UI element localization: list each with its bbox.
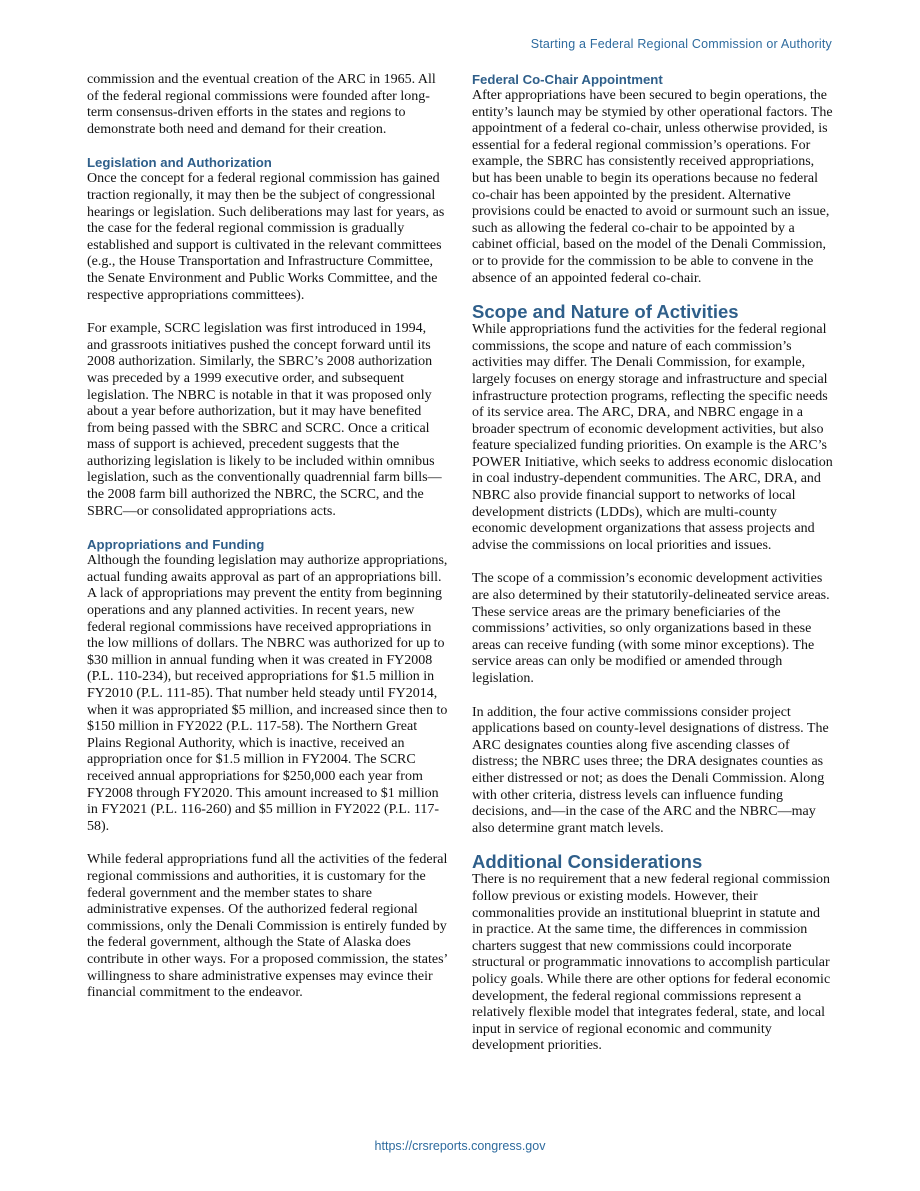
intro-paragraph: commission and the eventual creation of the ARC in 1965. All of the federal regional commissions were founded after long-term consensus-driven efforts in the states and regions to demonstrate both need and demand for their creation. bbox=[87, 72, 436, 137]
legislation-paragraph-2: For example, SCRC legislation was first introduced in 1994, and grassroots initiatives pushed the concept forward until its 2008 authorization. Similarly, the SBRC’s 2008 authorization was preceded by a 1999 executive order, and subsequent legislation. The NBRC is notable in that it was proposed only about a year before authorization, but it may have benefited from being passed with the SBRC and SCRC. Once a critical mass of support is achieved, precedent suggests that the authorizing legislation is likely to be included within omnibus legislation, such as the conventionally quadrennial farm bills—the 2008 farm bill authorized the NBRC, the SCRC, and the SBRC—or consolidated appropriations acts. bbox=[87, 321, 442, 519]
running-header: Starting a Federal Regional Commission or Authority bbox=[530, 37, 832, 51]
left-column bbox=[87, 72, 449, 1019]
footer-url[interactable]: https://crsreports.congress.gov bbox=[374, 1139, 546, 1153]
cochair-paragraph: After appropriations have been secured to begin operations, the entity’s launch may be stymied by other operational factors. The appointment of a federal co-chair, unless otherwise provided, is essential for a federal regional commission’s operations. For example, the SBRC has consistently received appropriations, but has been unable to begin its operations because no federal co-chair has been appointed by the president. Alternative provisions could be enacted to avoid or surmount such an issue, such as allowing the federal co-chair to be appointed by a cabinet official, based on the model of the Denali Commission, or to provide for the commission to be able to convene in the absence of an appointed federal co-chair. bbox=[472, 88, 833, 286]
scope-paragraph-2: The scope of a commission’s economic development activities are also determined by their statutorily-delineated service areas. These service areas are the primary beneficiaries of the commissions’ activities, so only organizations based in these areas can receive funding (with some minor exceptions). The service areas can only be modified or amended through legislation. bbox=[472, 571, 830, 686]
right-column bbox=[472, 72, 834, 1072]
scope-heading: Scope and Nature of Activities bbox=[472, 301, 739, 323]
appropriations-paragraph-2: While federal appropriations fund all the activities of the federal regional commissions and authorities, it is customary for the federal government and the member states to share administrative expenses. Of the authorized federal regional commissions, only the Denali Commission is entirely funded by the federal government, although the State of Alaska does contribute in other ways. For a proposed commission, the states’ willingness to share administrative expenses may evince their financial commitment to the endeavor. bbox=[87, 852, 448, 1001]
appropriations-heading: Appropriations and Funding bbox=[87, 537, 265, 553]
scope-paragraph-3: In addition, the four active commissions consider project applications based on county-level designations of distress. The ARC designates counties along five ascending classes of distress; the NBRC uses three; the DRA designates counties as either distressed or not; as does the Denali Commission. Along with other criteria, distress levels can influence funding decisions, and—in the case of the ARC and the NBRC—may also determine grant match levels. bbox=[472, 704, 829, 836]
cochair-heading: Federal Co-Chair Appointment bbox=[472, 72, 663, 87]
legislation-paragraph-1: Once the concept for a federal regional commission has gained traction regionally, it may then be the subject of congressional hearings or legislation. Such deliberations may last for years, as the case for the federal regional commission is gradually established and support is cultivated in the relevant committees (e.g., the House Transportation and Infrastructure Committee, the Senate Environment and Public Works Committee, and the respective appropriations committees). bbox=[87, 171, 445, 303]
additional-paragraph: There is no requirement that a new federal regional commission follow previous or existing models. However, their commonalities provide an institutional blueprint in statute and in practice. At the same time, the differences in commission charters suggest that new commissions could incorporate structural or programmatic innovations to accomplish particular policy goals. While there are other options for federal economic development, the federal regional commissions represent a relatively flexible model that integrates federal, state, and local input in service of regional economic and community development priorities. bbox=[472, 872, 831, 1054]
legislation-heading: Legislation and Authorization bbox=[87, 155, 272, 171]
appropriations-paragraph-1: Although the founding legislation may authorize appropriations, actual funding awaits approval as part of an appropriations bill. A lack of appropriations may prevent the entity from beginning operations and any planned activities. In recent years, new federal regional commissions have received appropriations in the low millions of dollars. The NBRC was authorized for up to $30 million in annual funding when it was created in FY2008 (P.L. 110-234), but received appropriations for $1.5 million in FY2010 (P.L. 111-85). That number held steady until FY2014, when it was appropriated $5 million, and increased since then to $150 million in FY2022 (P.L. 117-58). The Northern Great Plains Regional Authority, which is inactive, received an appropriation once for $1.5 million in FY2004. The SCRC received annual appropriations for $250,000 each year from FY2008 through FY2020. This amount increased to $1 million in FY2021 (P.L. 116-260) and $5 million in FY2022 (P.L. 117-58). bbox=[87, 553, 448, 834]
scope-paragraph-1: While appropriations fund the activities for the federal regional commissions, the scope and nature of each commission’s activities may differ. The Denali Commission, for example, largely focuses on energy storage and infrastructure and special infrastructure protection programs, reflecting the specific needs of its service area. The ARC, DRA, and NBRC engage in a broader spectrum of economic development activities, but also feature specialized funding priorities. On example is the ARC’s POWER Initiative, which seeks to address economic dislocation in coal industry-dependent communities. The ARC, DRA, and NBRC also provide financial support to networks of local development districts (LDDs), which are multi-county economic development organizations that assess projects and advise the commissions on local priorities and issues. bbox=[472, 322, 833, 553]
additional-heading: Additional Considerations bbox=[472, 851, 703, 873]
